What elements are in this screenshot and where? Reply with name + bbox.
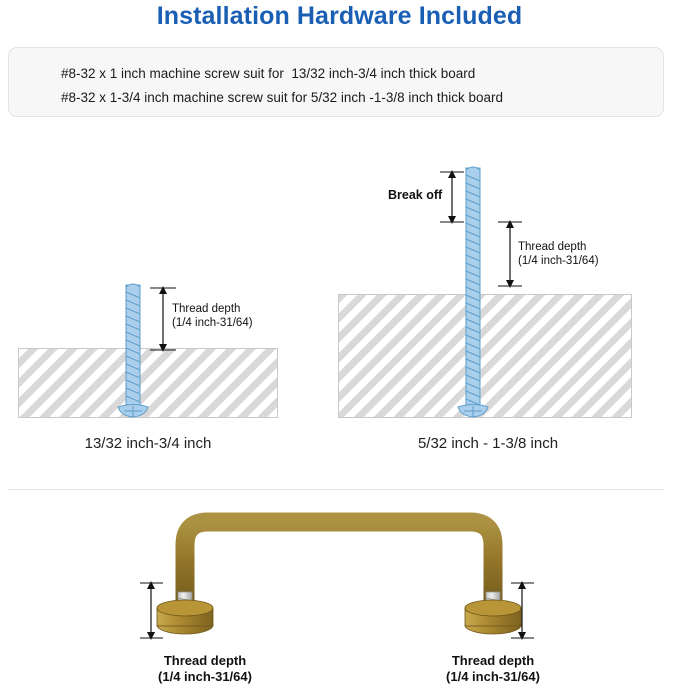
- left-thread-depth-line1: Thread depth: [172, 303, 241, 315]
- right-caption: 5/32 inch - 1-3/8 inch: [417, 435, 559, 452]
- right-thread-depth-line1: Thread depth: [518, 241, 587, 253]
- right-thread-depth-line2: (1/4 inch-31/64): [518, 255, 599, 267]
- spec-line-2: #8-32 x 1-3/4 inch machine screw suit for 5/32 inch -1-3/8 inch thick board: [61, 90, 503, 105]
- break-off-label: Break off: [388, 188, 443, 202]
- handle-left-thread-depth-label: [110, 653, 300, 685]
- handle-right-thread-depth-label: [398, 653, 588, 685]
- handle-right-label-line1: Thread depth: [451, 653, 535, 668]
- left-thread-depth-line2: (1/4 inch-31/64): [172, 317, 253, 329]
- handle-right-label-line2: (1/4 inch-31/64): [446, 669, 540, 684]
- left-caption: 13/32 inch-3/4 inch: [84, 435, 212, 452]
- handle-left-label-line1: Thread depth: [163, 653, 247, 668]
- spec-line-1: #8-32 x 1 inch machine screw suit for 13/32 inch-3/4 inch thick board: [61, 66, 476, 81]
- handle-left-label-line2: (1/4 inch-31/64): [158, 669, 252, 684]
- page-title: Installation Hardware Included: [156, 2, 523, 30]
